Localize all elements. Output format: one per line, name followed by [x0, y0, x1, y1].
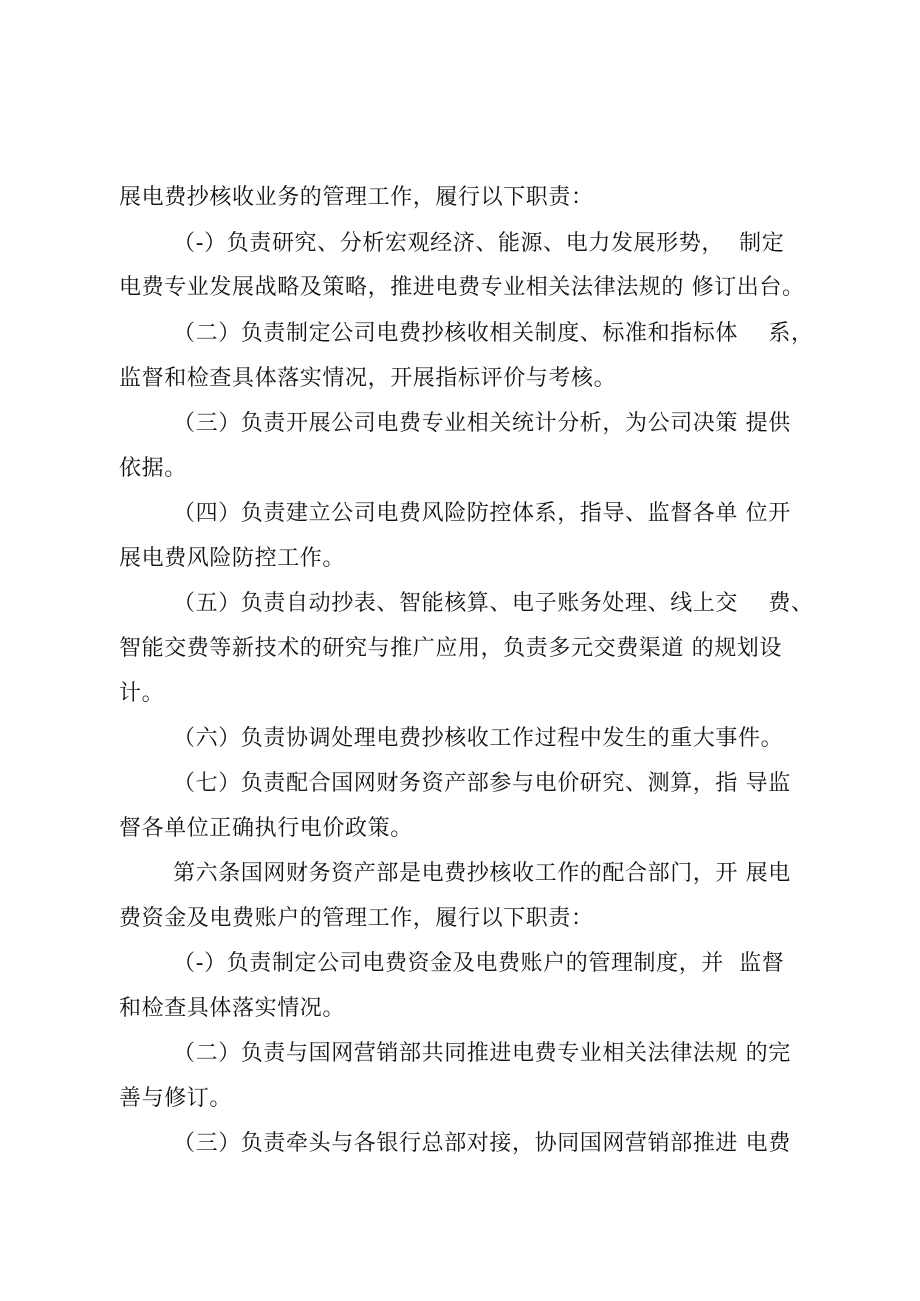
- text-line-21: 善与修订。: [119, 1086, 233, 1111]
- text-line-5: 监督和检查具体落实情况，开展指标评价与考核。: [119, 366, 617, 391]
- text-line-10: （五）负责自动抄表、智能核算、电子账务处理、线上交 费、: [173, 591, 814, 616]
- text-line-8: （四）负责建立公司电费风险防控体系，指导、监督各单 位开: [173, 501, 791, 526]
- text-line-11: 智能交费等新技术的研究与推广应用，负责多元交费渠道 的规划设: [119, 636, 782, 661]
- text-line-18: （-）负责制定公司电费资金及电费账户的管理制度，并 监督: [173, 951, 785, 976]
- text-line-4: （二）负责制定公司电费抄核收相关制度、标准和指标体 系，: [173, 321, 814, 346]
- text-line-1: 展电费抄核收业务的管理工作，履行以下职责：: [119, 185, 594, 210]
- text-line-3: 电费专业发展战略及策略，推进电费专业相关法律法规的 修订出台。: [119, 275, 805, 300]
- text-line-20: （二）负责与国网营销部共同推进电费专业相关法律法规 的完: [173, 1041, 791, 1066]
- text-line-17: 费资金及电费账户的管理工作，履行以下职责：: [119, 906, 594, 931]
- text-line-6: （三）负责开展公司电费专业相关统计分析，为公司决策 提供: [173, 411, 791, 436]
- text-line-12: 计。: [119, 681, 165, 706]
- text-line-19: 和检查具体落实情况。: [119, 996, 346, 1021]
- text-line-2: （-）负责研究、分析宏观经济、能源、电力发展形势， 制定: [173, 231, 785, 256]
- text-line-14: （七）负责配合国网财务资产部参与电价研究、测算，指 导监: [173, 771, 791, 796]
- text-line-16: 第六条国网财务资产部是电费抄核收工作的配合部门，开 展电: [173, 861, 791, 886]
- text-line-7: 依据。: [119, 456, 187, 481]
- text-line-13: （六）负责协调处理电费抄核收工作过程中发生的重大事件。: [173, 726, 784, 751]
- text-line-15: 督各单位正确执行电价政策。: [119, 816, 413, 841]
- text-line-22: （三）负责牵头与各银行总部对接，协同国网营销部推进 电费: [173, 1131, 791, 1156]
- text-line-9: 展电费风险防控工作。: [119, 546, 346, 571]
